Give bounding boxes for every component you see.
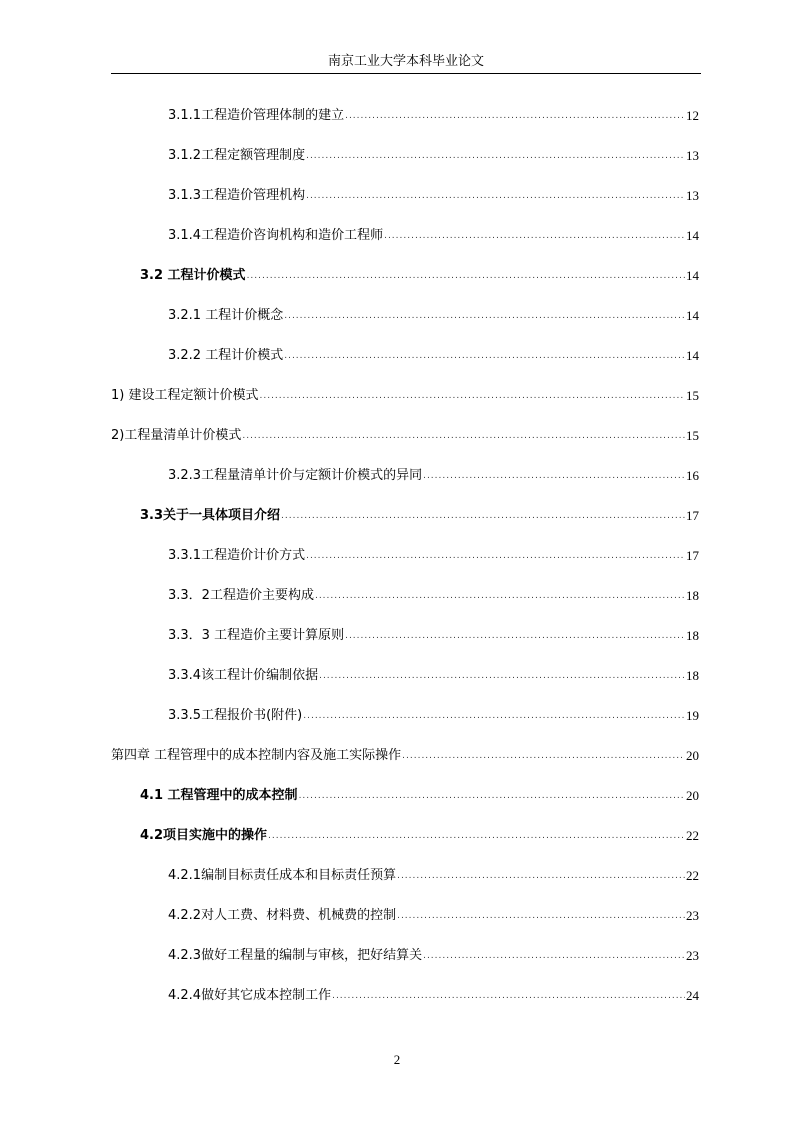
toc-entry-page: 20 <box>686 788 699 803</box>
toc-entry-label: 3.2.2 工程计价模式 <box>168 348 284 363</box>
toc-entry-label: 3.1.3工程造价管理机构 <box>168 188 306 203</box>
toc-entry-label: 3.3关于一具体项目介绍 <box>140 508 281 523</box>
toc-dot-leader <box>423 950 685 962</box>
toc-entry-label: 3.1.4工程造价咨询机构和造价工程师 <box>168 228 384 243</box>
toc-dot-leader <box>402 750 685 762</box>
toc-entry-page: 17 <box>686 508 699 523</box>
toc-entry-page: 19 <box>686 708 699 723</box>
toc-entry-page: 12 <box>686 108 699 123</box>
toc-entry[interactable] <box>168 626 699 644</box>
toc-chapter-entry[interactable] <box>111 746 699 764</box>
toc-dot-leader <box>306 550 685 562</box>
toc-entry-label: 3.3．2工程造价主要构成 <box>168 588 314 603</box>
toc-dot-leader <box>259 390 685 402</box>
toc-section-entry[interactable] <box>140 826 699 844</box>
toc-entry[interactable] <box>168 106 699 124</box>
page-number: 2 <box>393 1052 401 1067</box>
toc-dot-leader <box>345 110 685 122</box>
toc-entry[interactable] <box>111 386 699 404</box>
toc-entry-page: 14 <box>686 308 699 323</box>
toc-entry[interactable] <box>168 186 699 204</box>
toc-entry-page: 18 <box>686 628 699 643</box>
toc-entry-page: 20 <box>686 748 699 763</box>
toc-dot-leader <box>303 710 685 722</box>
toc-dot-leader <box>247 270 685 282</box>
toc-dot-leader <box>397 910 685 922</box>
toc-entry[interactable] <box>168 866 699 884</box>
toc-dot-leader <box>384 230 685 242</box>
toc-entry-label: 3.1.2工程定额管理制度 <box>168 148 306 163</box>
toc-entry-page: 14 <box>686 348 699 363</box>
toc-entry-page: 16 <box>686 468 699 483</box>
toc-entry-label: 4.2.2对人工费、材料费、机械费的控制 <box>168 908 397 923</box>
toc-section-entry[interactable] <box>140 266 699 284</box>
toc-entry-label: 3.2 工程计价模式 <box>140 268 246 283</box>
toc-entry-page: 15 <box>686 388 699 403</box>
toc-entry-page: 24 <box>686 988 699 1003</box>
toc-dot-leader <box>423 470 685 482</box>
toc-entry-label: 第四章 工程管理中的成本控制内容及施工实际操作 <box>111 748 402 763</box>
toc-entry-label: 4.2.3做好工程量的编制与审核，把好结算关 <box>168 948 423 963</box>
toc-entry-label: 3.3.5工程报价书(附件) <box>168 708 303 723</box>
toc-section-entry[interactable] <box>140 506 699 524</box>
toc-entry-page: 13 <box>686 188 699 203</box>
toc-entry[interactable] <box>168 666 699 684</box>
toc-entry-label: 4.2.4做好其它成本控制工作 <box>168 988 332 1003</box>
toc-entry-page: 15 <box>686 428 699 443</box>
toc-dot-leader <box>268 830 685 842</box>
toc-dot-leader <box>306 150 685 162</box>
toc-entry-label: 4.2项目实施中的操作 <box>140 828 268 843</box>
toc-entry-label: 1) 建设工程定额计价模式 <box>111 388 259 403</box>
toc-entry-page: 14 <box>686 228 699 243</box>
toc-entry[interactable] <box>168 946 699 964</box>
toc-entry[interactable] <box>168 466 699 484</box>
toc-entry-page: 23 <box>686 948 699 963</box>
toc-entry-label: 4.1 工程管理中的成本控制 <box>140 788 298 803</box>
toc-dot-leader <box>345 630 685 642</box>
toc-entry-page: 23 <box>686 908 699 923</box>
toc-entry-page: 18 <box>686 668 699 683</box>
toc-entry-label: 4.2.1编制目标责任成本和目标责任预算 <box>168 868 397 883</box>
toc-entry-label: 3.2.1 工程计价概念 <box>168 308 284 323</box>
toc-entry[interactable] <box>168 586 699 604</box>
toc-entry-page: 18 <box>686 588 699 603</box>
toc-entry-page: 22 <box>686 868 699 883</box>
toc-entry-label: 3.1.1工程造价管理体制的建立 <box>168 108 345 123</box>
toc-dot-leader <box>281 510 685 522</box>
toc-entry[interactable] <box>168 226 699 244</box>
toc-section-entry[interactable] <box>140 786 699 804</box>
toc-entry-page: 13 <box>686 148 699 163</box>
toc-entry-page: 22 <box>686 828 699 843</box>
toc-dot-leader <box>332 990 685 1002</box>
toc-entry[interactable] <box>168 546 699 564</box>
toc-dot-leader <box>242 430 685 442</box>
toc-entry-page: 14 <box>686 268 699 283</box>
running-header: 南京工业大学本科毕业论文 <box>327 54 484 69</box>
toc-entry[interactable] <box>168 306 699 324</box>
toc-entry[interactable] <box>168 346 699 364</box>
toc-dot-leader <box>284 350 685 362</box>
toc-dot-leader <box>306 190 685 202</box>
toc-entry-label: 3.3.1工程造价计价方式 <box>168 548 306 563</box>
toc-dot-leader <box>397 870 685 882</box>
toc-entry[interactable] <box>168 986 699 1004</box>
toc-entry[interactable] <box>168 706 699 724</box>
toc-entry-label: 3.3.4该工程计价编制依据 <box>168 668 319 683</box>
toc-entry[interactable] <box>168 906 699 924</box>
toc-entry-label: 3.2.3工程量清单计价与定额计价模式的异同 <box>168 468 423 483</box>
toc-entry[interactable] <box>168 146 699 164</box>
toc-entry-page: 17 <box>686 548 699 563</box>
toc-entry[interactable] <box>111 426 699 444</box>
toc-entry-label: 3.3．3 工程造价主要计算原则 <box>168 628 345 643</box>
toc-dot-leader <box>284 310 685 322</box>
toc-dot-leader <box>299 790 685 802</box>
toc-entry-label: 2)工程量清单计价模式 <box>111 428 242 443</box>
toc-dot-leader <box>319 670 685 682</box>
toc-dot-leader <box>315 590 685 602</box>
